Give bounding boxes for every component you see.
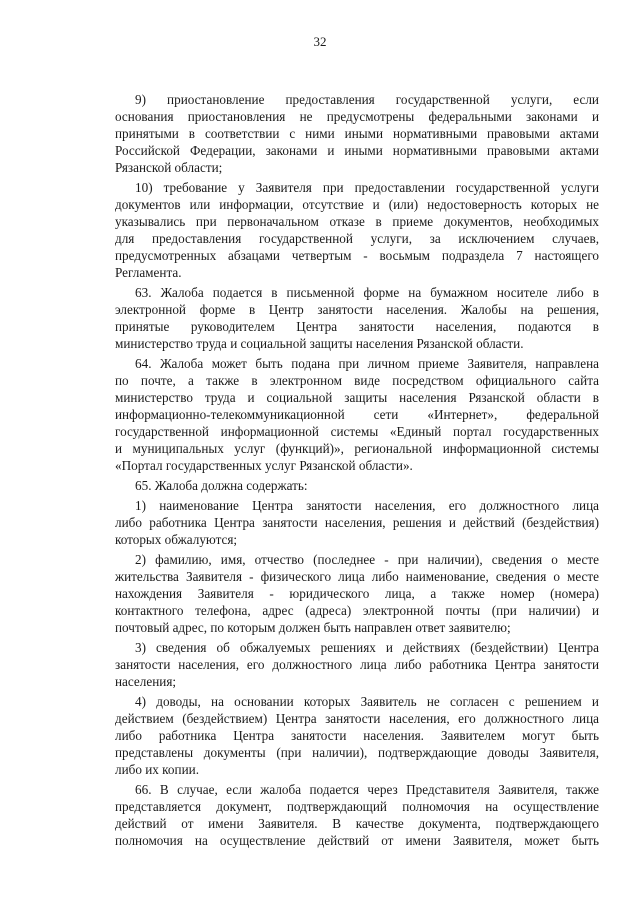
text-line: либо работника Центра занятости населения, решения и действий (бездействия) xyxy=(115,515,599,530)
text-line: контактного телефона, адрес (адреса) электронной почты (при наличии) и xyxy=(115,603,599,618)
paragraph-p66 xyxy=(115,781,599,849)
paragraph-p10 xyxy=(115,179,599,281)
text-line: основания приостановления не предусмотрены федеральными законами и xyxy=(115,109,599,124)
text-line: либо их копии. xyxy=(115,762,199,777)
text-line: 4) доводы, на основании которых Заявитель не согласен с решением и xyxy=(135,694,599,709)
text-line: действием (бездействием) Центра занятости населения, его должностного лица xyxy=(115,711,599,726)
text-line: 9) приостановление предоставления государственной услуги, если xyxy=(135,92,599,107)
paragraph-p65 xyxy=(115,477,599,494)
text-line: и муниципальных услуг (функций)», региональной информационной системы xyxy=(115,441,599,456)
text-line: предусмотренных абзацами четвертым - восьмым подраздела 7 настоящего xyxy=(115,248,599,263)
text-line: которых обжалуются; xyxy=(115,532,238,547)
text-line: 65. Жалоба должна содержать: xyxy=(135,478,308,493)
text-line: 10) требование у Заявителя при предоставлении государственной услуги xyxy=(135,180,599,195)
text-line: электронной форме в Центр занятости населения. Жалобы на решения, xyxy=(115,302,599,317)
text-line: Регламента. xyxy=(115,265,182,280)
text-line: Российской Федерации, законами и иными нормативными правовыми актами xyxy=(115,143,599,158)
paragraph-p63 xyxy=(115,284,599,352)
text-line: государственной информационной системы «Единый портал государственных xyxy=(115,424,599,439)
text-line: для предоставления государственной услуги, за исключением случаев, xyxy=(115,231,599,246)
text-line: представляется документ, подтверждающий полномочия на осуществление xyxy=(115,799,599,814)
paragraph-p65-2 xyxy=(115,551,599,636)
page-number: 32 xyxy=(313,34,327,49)
paragraph-p65-4 xyxy=(115,693,599,778)
text-line: 66. В случае, если жалоба подается через Представителя Заявителя, также xyxy=(135,782,599,797)
text-line: нахождения Заявителя - юридического лица, а также номер (номера) xyxy=(115,586,599,601)
text-line: 3) сведения об обжалуемых решениях и действиях (бездействии) Центра xyxy=(135,640,599,655)
text-line: почтовый адрес, по которым должен быть направлен ответ заявителю; xyxy=(115,620,511,635)
text-line: принятыми в соответствии с ними иными нормативными правовыми актами xyxy=(115,126,599,141)
text-line: населения; xyxy=(115,674,177,689)
paragraph-p65-3 xyxy=(115,639,599,690)
text-line: указывались при первоначальном отказе в приеме документов, необходимых xyxy=(115,214,599,229)
text-line: документов или информации, отсутствие и (или) недостоверность которых не xyxy=(115,197,599,212)
text-line: действий от имени Заявителя. В качестве документа, подтверждающего xyxy=(115,816,599,831)
text-line: принятые руководителем Центра занятости населения, подаются в xyxy=(115,319,599,334)
document-body xyxy=(115,91,599,849)
text-line: министерство труда и социальной защиты населения Рязанской области. xyxy=(115,336,524,351)
paragraph-p65-1 xyxy=(115,497,599,548)
text-line: полномочия на осуществление действий от имени Заявителя, может быть xyxy=(115,833,599,848)
text-line: министерство труда и социальной защиты населения Рязанской области в xyxy=(115,390,599,405)
text-line: занятости населения, его должностного лица либо работника Центра занятости xyxy=(115,657,599,672)
paragraph-p64 xyxy=(115,355,599,474)
text-line: представлены документы (при наличии), подтверждающие доводы Заявителя, xyxy=(115,745,599,760)
text-line: 64. Жалоба может быть подана при личном приеме Заявителя, направлена xyxy=(135,356,599,371)
text-line: либо работника Центра занятости населения. Заявителем могут быть xyxy=(115,728,599,743)
text-line: жительства Заявителя - физического лица либо наименование, сведения о месте xyxy=(115,569,599,584)
text-line: «Портал государственных услуг Рязанской области». xyxy=(115,458,413,473)
text-line: по почте, а также в электронном виде посредством официального сайта xyxy=(115,373,599,388)
text-line: Рязанской области; xyxy=(115,160,223,175)
text-line: 63. Жалоба подается в письменной форме на бумажном носителе либо в xyxy=(135,285,599,300)
paragraph-p9 xyxy=(115,91,599,176)
text-line: 1) наименование Центра занятости населения, его должностного лица xyxy=(135,498,599,513)
text-line: 2) фамилию, имя, отчество (последнее - при наличии), сведения о месте xyxy=(135,552,599,567)
text-line: информационно-телекоммуникационной сети «Интернет», федеральной xyxy=(115,407,599,422)
